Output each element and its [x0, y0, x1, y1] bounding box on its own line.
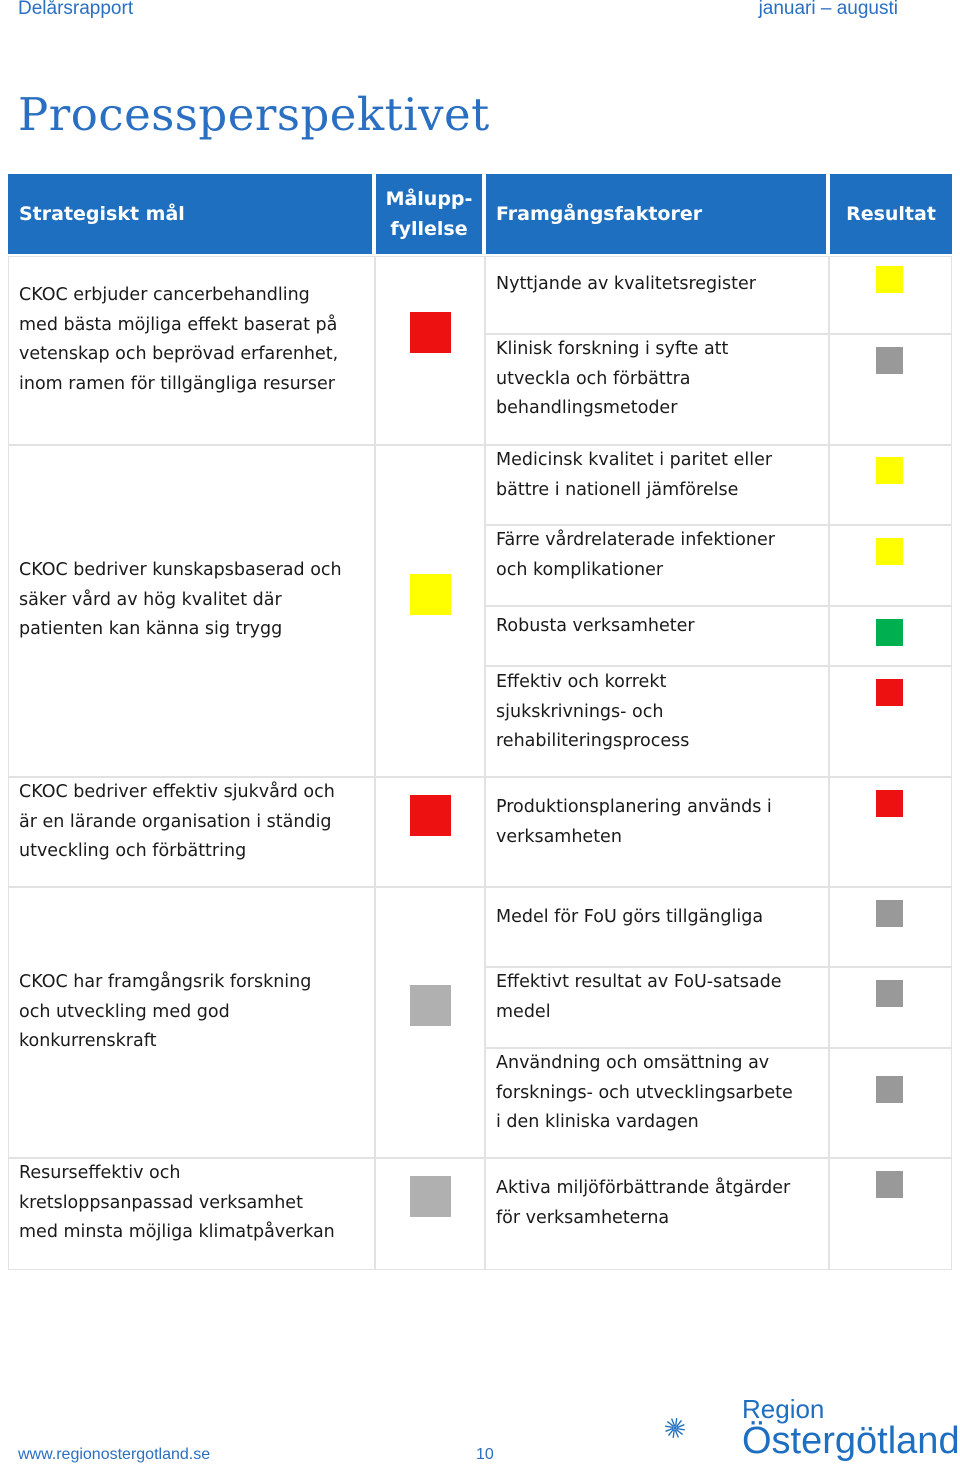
process-table: [8, 174, 952, 1270]
result-indicator: [876, 457, 903, 484]
result-indicator: [876, 619, 903, 646]
region-ostergotland-logo-mark: [664, 1388, 744, 1468]
result-indicator: [876, 980, 903, 1007]
page-header-right: januari – augusti: [758, 0, 898, 19]
result-indicator: [876, 1171, 903, 1198]
col-header-result: Resultat: [830, 174, 952, 254]
result-indicator: [876, 790, 903, 817]
goal-text: Resurseffektiv och kretsloppsanpassad verksamhet med minsta möjliga klimatpåverkan: [19, 1163, 335, 1242]
page-title: Processperspektivet: [18, 88, 490, 141]
goal-text: CKOC bedriver kunskapsbaserad och säker vård av hög kvalitet där patienten kan känna sig trygg: [19, 560, 342, 639]
result-indicator: [876, 538, 903, 565]
page-header-left: Delårsrapport: [18, 0, 134, 19]
factor-text: Användning och omsättning av forsknings- och utvecklingsarbete i den kliniska vardagen: [496, 1053, 793, 1132]
factor-text: Effektiv och korrekt sjukskrivnings- och rehabiliteringsprocess: [496, 672, 690, 751]
footer-website-link[interactable]: www.regionostergotland.se: [18, 1446, 211, 1463]
result-indicator: [876, 1076, 903, 1103]
factor-text: Produktionsplanering används i verksamheten: [496, 797, 772, 847]
goal-text: CKOC erbjuder cancerbehandling med bästa möjliga effekt baserat på vetenskap och beprövad erfarenhet, inom ramen för tillgängliga resurser: [19, 285, 339, 394]
factor-text: Nyttjande av kvalitetsregister: [496, 274, 756, 294]
fulfillment-indicator: [410, 574, 451, 615]
factor-text: Medicinsk kvalitet i paritet eller bättre i nationell jämförelse: [496, 450, 773, 500]
result-cell-10: [829, 1048, 952, 1158]
fulfillment-indicator: [410, 795, 451, 836]
footer-page-number: 10: [476, 1446, 494, 1463]
fulfillment-indicator: [410, 1176, 451, 1217]
factor-text: Färre vårdrelaterade infektioner och komplikationer: [496, 530, 775, 580]
result-cell-8: [829, 887, 952, 967]
col-header-success-factors: Framgångsfaktorer: [486, 174, 826, 254]
factor-text: Aktiva miljöförbättrande åtgärder för verksamheterna: [496, 1178, 791, 1228]
result-indicator: [876, 266, 903, 293]
goal-text: CKOC har framgångsrik forskning och utveckling med god konkurrenskraft: [19, 972, 312, 1051]
col-header-strategic-goal: Strategiskt mål: [8, 174, 372, 254]
logo-text-ostergotland: Östergötland: [742, 1420, 960, 1462]
fulfillment-indicator: [410, 985, 451, 1026]
factor-text: Robusta verksamheter: [496, 616, 695, 636]
factor-text: Medel för FoU görs tillgängliga: [496, 907, 764, 927]
result-indicator: [876, 900, 903, 927]
logo-text-region: Region: [742, 1394, 825, 1424]
factor-text: Klinisk forskning i syfte att utveckla och förbättra behandlingsmetoder: [496, 339, 729, 418]
result-indicator: [876, 347, 903, 374]
goal-text: CKOC bedriver effektiv sjukvård och är en lärande organisation i ständig utveckling och förbättring: [19, 782, 335, 861]
fulfillment-indicator: [410, 312, 451, 353]
factor-text: Effektivt resultat av FoU-satsade medel: [496, 972, 782, 1022]
result-indicator: [876, 679, 903, 706]
col-header-fulfillment: Målupp- fyllelse: [376, 174, 482, 254]
